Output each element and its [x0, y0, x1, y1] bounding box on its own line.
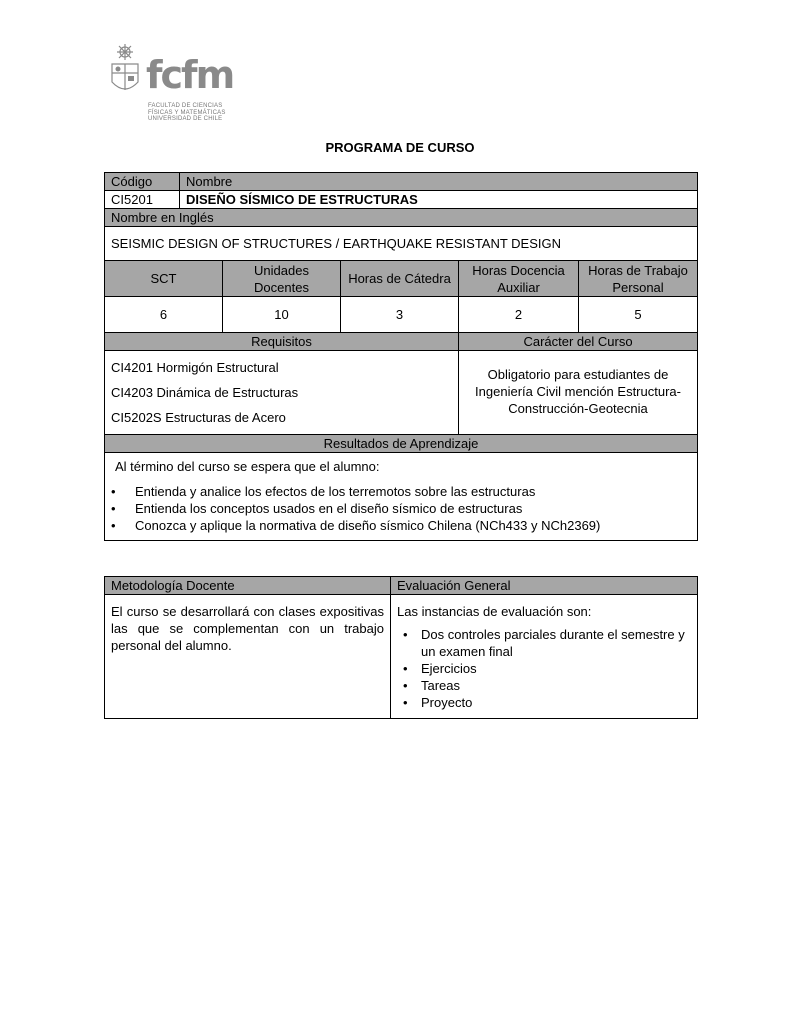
- hours-value-catedra: 3: [341, 297, 459, 333]
- list-item: • Dos controles parciales durante el semestre y un examen final: [397, 626, 691, 660]
- outcomes-label: Resultados de Aprendizaje: [105, 435, 698, 453]
- hours-header-personal: Horas de Trabajo Personal: [579, 261, 698, 297]
- hours-header-sct: SCT: [105, 261, 223, 297]
- list-item: • Tareas: [397, 677, 691, 694]
- methodology-text: El curso se desarrollará con clases expositivas las que se complementan con un trabajo personal del alumno.: [105, 595, 391, 719]
- english-name: SEISMIC DESIGN OF STRUCTURES / EARTHQUAKE RESISTANT DESIGN: [105, 227, 698, 261]
- course-character: Obligatorio para estudiantes de Ingeniería Civil mención Estructura-Construcción-Geotecnia: [459, 351, 698, 435]
- hours-value-sct: 6: [105, 297, 223, 333]
- methodology-label: Metodología Docente: [105, 577, 391, 595]
- page-title: PROGRAMA DE CURSO: [325, 140, 475, 155]
- outcomes-list: [105, 483, 697, 534]
- requirement-item: CI5202S Estructuras de Acero: [111, 410, 286, 425]
- character-label: Carácter del Curso: [459, 333, 698, 351]
- outcomes-intro: Al término del curso se espera que el alumno:: [115, 459, 380, 474]
- fcfm-logo: [108, 42, 238, 128]
- hours-value-personal: 5: [579, 297, 698, 333]
- course-info-table: [104, 172, 698, 541]
- list-item: • Entienda y analice los efectos de los terremotos sobre las estructuras: [105, 483, 697, 500]
- hours-value-auxiliar: 2: [459, 297, 579, 333]
- code-label: Código: [105, 173, 180, 191]
- english-name-label: Nombre en Inglés: [105, 209, 698, 227]
- list-item: • Conozca y aplique la normativa de diseño sísmico Chilena (NCh433 y NCh2369): [105, 517, 697, 534]
- hours-header-auxiliar: Horas Docencia Auxiliar: [459, 261, 579, 297]
- list-item: • Entienda los conceptos usados en el diseño sísmico de estructuras: [105, 500, 697, 517]
- hours-value-unidades: 10: [223, 297, 341, 333]
- logo-subtitle: FACULTAD DE CIENCIAS FÍSICAS Y MATEMÁTICAS UNIVERSIDAD DE CHILE: [148, 103, 226, 122]
- hours-header-unidades: Unidades Docentes: [223, 261, 341, 297]
- university-seal-icon: [108, 42, 142, 98]
- course-code: CI5201: [105, 191, 180, 209]
- requirements-list: [105, 351, 459, 435]
- evaluation-intro: Las instancias de evaluación son:: [397, 604, 592, 619]
- list-item: • Ejercicios: [397, 660, 691, 677]
- requirement-item: CI4203 Dinámica de Estructuras: [111, 385, 299, 400]
- requirement-item: CI4201 Hormigón Estructural: [111, 360, 279, 375]
- evaluation-content: [391, 595, 698, 719]
- logo-wordmark: fcfm: [146, 53, 234, 97]
- list-item: • Proyecto: [397, 694, 691, 711]
- name-label: Nombre: [180, 173, 698, 191]
- outcomes-content: [105, 453, 698, 541]
- course-name: DISEÑO SÍSMICO DE ESTRUCTURAS: [180, 191, 698, 209]
- methodology-evaluation-table: [104, 576, 698, 719]
- hours-header-catedra: Horas de Cátedra: [341, 261, 459, 297]
- evaluation-label: Evaluación General: [391, 577, 698, 595]
- requirements-label: Requisitos: [105, 333, 459, 351]
- evaluation-list: [397, 626, 691, 711]
